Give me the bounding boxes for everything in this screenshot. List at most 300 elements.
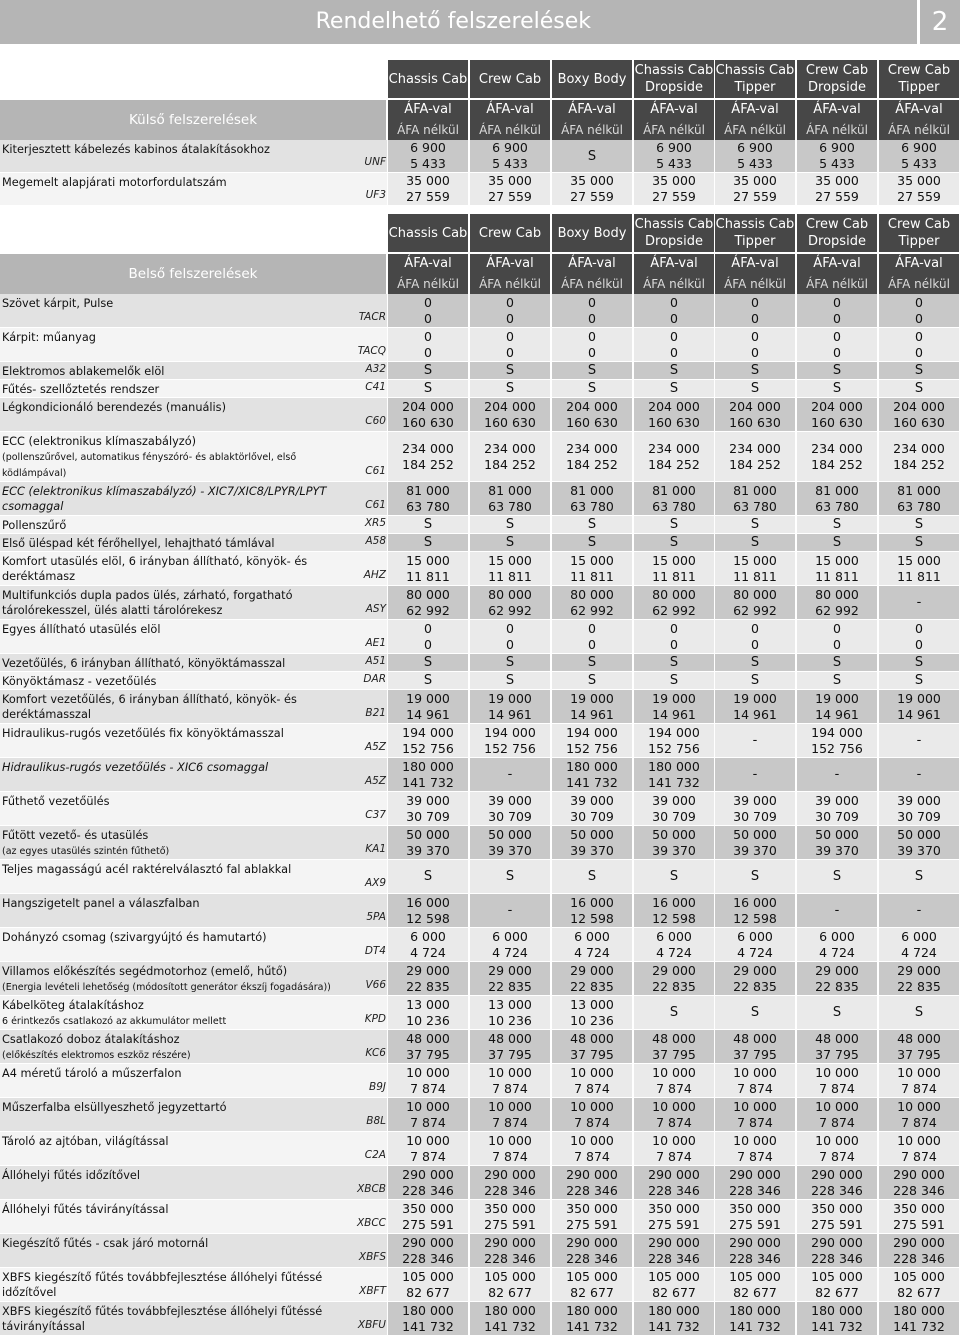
option-code: XBFT [359,1285,386,1297]
price-cell [470,1166,550,1199]
row-label [2,692,342,722]
price-with-vat: 204 000 [811,398,863,414]
interior-row [0,860,960,894]
price-cell [388,482,468,515]
price-cell [797,1030,877,1063]
row-label-text: ECC (elektronikus klímaszabályzó) [2,435,197,448]
price-without-vat: 275 591 [893,1216,945,1232]
price-cell [797,516,877,533]
column-header: Crew Cab [470,60,550,98]
price-cell [715,894,795,927]
price-with-vat: 10 000 [406,1064,450,1080]
row-label [2,484,342,514]
price-without-vat: 0 [670,310,678,326]
price-cell [797,552,877,585]
price-without-vat: 228 346 [402,1250,454,1266]
afa-val-label: ÁFA-val [797,254,877,274]
price-without-vat: 62 992 [815,602,859,618]
standard-mark: S [587,535,597,550]
row-label [2,1270,342,1300]
price-without-vat: 141 732 [893,1318,945,1334]
standard-mark: S [423,673,433,688]
price-with-vat: 0 [751,294,759,310]
price-with-vat: 81 000 [488,482,532,498]
option-code: C2A [364,1149,386,1161]
price-cell [634,328,714,361]
price-cell [388,328,468,361]
row-label [2,1066,342,1081]
price-cell [552,894,632,927]
standard-mark: S [914,869,924,884]
price-cell [715,690,795,723]
price-with-vat: 80 000 [488,586,532,602]
price-with-vat: 194 000 [648,724,700,740]
price-without-vat: 11 811 [897,568,941,584]
price-with-vat: 6 000 [410,928,446,944]
option-code: XBCC [356,1217,386,1229]
price-without-vat: 4 724 [492,944,528,960]
interior-row [0,826,960,860]
price-without-vat: 228 346 [648,1250,700,1266]
price-with-vat: 105 000 [811,1268,863,1284]
price-with-vat: 290 000 [729,1234,781,1250]
price-without-vat: 141 732 [729,1318,781,1334]
standard-mark: S [587,869,597,884]
price-cell [634,294,714,327]
price-cell [552,534,632,551]
row-sublabel: (előkészítés elektromos eszköz részére) [2,1050,191,1061]
price-without-vat: 27 559 [897,189,941,204]
price-without-vat: 63 780 [897,498,941,514]
price-without-vat: 141 732 [484,1318,536,1334]
option-code: UF3 [365,189,386,201]
price-cell [552,962,632,995]
price-with-vat: 0 [915,328,923,344]
price-cell [470,398,550,431]
price-without-vat: 39 370 [815,842,859,858]
price-cell [715,173,795,205]
price-without-vat: 5 433 [737,156,773,171]
price-with-vat: 13 000 [570,996,614,1012]
price-without-vat: 228 346 [402,1182,454,1198]
interior-row [0,586,960,620]
price-cell [715,672,795,689]
price-without-vat: 4 724 [410,944,446,960]
price-cell [470,724,550,757]
price-with-vat: 350 000 [566,1200,618,1216]
price-cell [879,1268,959,1301]
price-with-vat: 39 000 [733,792,777,808]
price-cell [797,792,877,825]
price-cell [388,1030,468,1063]
price-with-vat: 6 000 [574,928,610,944]
price-without-vat: 228 346 [729,1250,781,1266]
price-with-vat: 39 000 [897,792,941,808]
price-cell [470,534,550,551]
price-cell [552,173,632,205]
price-cell [634,173,714,205]
price-cell [634,860,714,893]
page-title: Rendelhető felszerelések [0,0,917,44]
price-with-vat: 6 900 [656,140,692,155]
price-cell [797,826,877,859]
price-without-vat: 184 252 [811,456,863,472]
row-label [2,382,342,397]
price-cell [879,724,959,757]
standard-mark: S [832,517,842,532]
option-code: AE1 [365,637,386,649]
price-without-vat: 228 346 [893,1250,945,1266]
price-without-vat: 11 811 [406,568,450,584]
row-label [2,622,342,637]
option-code: A51 [365,655,386,667]
price-with-vat: 0 [751,620,759,636]
price-cell [797,380,877,397]
price-without-vat: 228 346 [893,1182,945,1198]
price-without-vat: 11 811 [733,568,777,584]
price-cell [634,672,714,689]
price-with-vat: 48 000 [652,1030,696,1046]
price-cell [715,962,795,995]
row-label [2,400,342,415]
price-cell [634,826,714,859]
price-without-vat: 10 236 [488,1012,532,1028]
price-without-vat: 275 591 [811,1216,863,1232]
price-with-vat: 105 000 [484,1268,536,1284]
price-with-vat: 10 000 [897,1064,941,1080]
price-with-vat: 19 000 [897,690,941,706]
price-with-vat: 0 [915,294,923,310]
price-without-vat: 184 252 [402,456,454,472]
price-cell [634,1302,714,1335]
price-cell [879,380,959,397]
interior-row [0,516,960,534]
price-with-vat: 350 000 [893,1200,945,1216]
price-without-vat: 82 677 [488,1284,532,1300]
price-cell [470,996,550,1029]
price-cell [470,758,550,791]
price-cell [715,1064,795,1097]
price-without-vat: 184 252 [893,456,945,472]
price-with-vat: 10 000 [488,1132,532,1148]
price-without-vat: 4 724 [737,944,773,960]
row-label-text: Vezetőülés, 6 irányban állítható, könyöktámasszal [2,657,286,670]
price-cell [879,1200,959,1233]
price-without-vat: 37 795 [652,1046,696,1062]
price-with-vat: 10 000 [815,1132,859,1148]
price-cell [470,860,550,893]
price-cell [634,792,714,825]
price-with-vat: 39 000 [406,792,450,808]
price-cell [388,140,468,172]
price-cell [879,586,959,619]
row-label [2,142,342,157]
price-cell [634,432,714,481]
price-cell [552,758,632,791]
price-without-vat: 0 [915,344,923,360]
price-cell [634,620,714,653]
price-with-vat: 81 000 [652,482,696,498]
standard-mark: S [914,363,924,378]
price-without-vat: 82 677 [897,1284,941,1300]
price-without-vat: 141 732 [648,1318,700,1334]
interior-row [0,1166,960,1200]
price-without-vat: 5 433 [492,156,528,171]
interior-row [0,534,960,552]
price-without-vat: 22 835 [488,978,532,994]
price-with-vat: 194 000 [484,724,536,740]
price-cell [797,1268,877,1301]
price-without-vat: 7 874 [492,1114,528,1130]
price-without-vat: 14 961 [406,706,450,722]
price-cell [470,894,550,927]
price-cell [552,826,632,859]
row-label [2,930,342,945]
price-cell [634,140,714,172]
price-without-vat: 82 677 [815,1284,859,1300]
option-code: C61 [365,499,386,511]
price-with-vat: 290 000 [484,1234,536,1250]
price-cell [552,928,632,961]
price-cell [552,294,632,327]
price-without-vat: 12 598 [570,910,614,926]
price-with-vat: 290 000 [648,1166,700,1182]
price-cell [879,758,959,791]
price-without-vat: 22 835 [406,978,450,994]
price-cell [879,672,959,689]
price-with-vat: 290 000 [402,1234,454,1250]
afa-nelkul-label: ÁFA nélkül [634,120,714,140]
row-label-text: Villamos előkészítés segédmotorhoz (emelő, hűtő) [2,965,288,978]
price-without-vat: 7 874 [574,1114,610,1130]
afa-val-label: ÁFA-val [879,254,959,274]
price-with-vat: 0 [424,328,432,344]
price-without-vat: 152 756 [566,740,618,756]
price-cell [879,620,959,653]
price-cell [470,1030,550,1063]
price-with-vat: 350 000 [484,1200,536,1216]
price-cell [634,1098,714,1131]
price-cell [470,586,550,619]
price-without-vat: 228 346 [811,1182,863,1198]
price-cell [715,398,795,431]
price-with-vat: 81 000 [406,482,450,498]
price-with-vat: 234 000 [648,440,700,456]
price-with-vat: 48 000 [815,1030,859,1046]
price-with-vat: 180 000 [893,1302,945,1318]
price-with-vat: 10 000 [570,1132,614,1148]
price-without-vat: 7 874 [410,1080,446,1096]
price-without-vat: 7 874 [819,1114,855,1130]
standard-mark: S [423,869,433,884]
price-with-vat: 80 000 [570,586,614,602]
row-label [2,434,342,481]
option-code: 5PA [366,911,386,923]
price-with-vat: 204 000 [893,398,945,414]
price-without-vat: 160 630 [729,414,781,430]
price-with-vat: 204 000 [729,398,781,414]
option-code: C37 [365,809,386,821]
standard-mark: S [750,381,760,396]
price-with-vat: 180 000 [402,758,454,774]
price-without-vat: 0 [424,344,432,360]
price-with-vat: 39 000 [570,792,614,808]
column-header: Chassis Cab Tipper [715,60,795,98]
price-without-vat: 82 677 [406,1284,450,1300]
price-with-vat: 15 000 [652,552,696,568]
price-without-vat: 152 756 [402,740,454,756]
price-with-vat: 10 000 [488,1064,532,1080]
price-with-vat: 48 000 [406,1030,450,1046]
not-available-mark: - [752,767,758,782]
exterior-row [0,173,960,206]
row-label-text: XBFS kiegészítő fűtés továbbfejlesztése állóhelyi fűtéssé időzítővel [2,1271,323,1299]
price-with-vat: 10 000 [570,1098,614,1114]
price-cell [470,928,550,961]
column-header: Crew Cab Dropside [797,214,877,252]
price-with-vat: 290 000 [566,1234,618,1250]
standard-mark: S [669,535,679,550]
price-without-vat: 5 433 [656,156,692,171]
price-without-vat: 184 252 [484,456,536,472]
price-cell [879,860,959,893]
price-without-vat: 30 709 [570,808,614,824]
price-cell [879,962,959,995]
price-with-vat: 19 000 [815,690,859,706]
price-cell [879,1234,959,1267]
column-header: Chassis Cab [388,60,468,98]
price-with-vat: 180 000 [648,1302,700,1318]
price-with-vat: 19 000 [652,690,696,706]
price-cell [715,482,795,515]
price-without-vat: 22 835 [652,978,696,994]
row-label-text: Műszerfalba elsüllyeszhető jegyzettartó [2,1101,227,1114]
not-available-mark: - [916,733,922,748]
row-label [2,998,342,1029]
price-cell [634,996,714,1029]
price-without-vat: 12 598 [733,910,777,926]
price-cell [470,552,550,585]
row-label-text: Megemelt alapjárati motorfordulatszám [2,176,227,189]
price-cell [388,516,468,533]
price-without-vat: 160 630 [484,414,536,430]
price-with-vat: 35 000 [570,173,614,188]
price-with-vat: 10 000 [652,1064,696,1080]
row-sublabel: (Energia levételi lehetőség (módosított generátor ékszíj fogadására)) [2,982,331,993]
price-without-vat: 7 874 [901,1080,937,1096]
price-cell [388,1200,468,1233]
column-header: Boxy Body [552,60,632,98]
price-without-vat: 7 874 [656,1114,692,1130]
price-with-vat: 105 000 [402,1268,454,1284]
option-code: AX9 [364,877,386,889]
price-with-vat: 290 000 [648,1234,700,1250]
price-cell [388,1234,468,1267]
price-with-vat: 0 [915,620,923,636]
price-with-vat: 29 000 [488,962,532,978]
price-without-vat: 0 [751,636,759,652]
price-with-vat: 10 000 [733,1064,777,1080]
price-with-vat: 180 000 [402,1302,454,1318]
afa-nelkul-label: ÁFA nélkül [797,120,877,140]
row-sublabel: (pollenszűrővel, automatikus fényszóró- és ablaktörlővel, első ködlámpával) [2,452,297,479]
price-with-vat: 6 000 [656,928,692,944]
standard-mark: S [423,363,433,378]
price-with-vat: 29 000 [570,962,614,978]
price-without-vat: 228 346 [484,1182,536,1198]
price-without-vat: 141 732 [402,1318,454,1334]
row-label [2,1100,342,1115]
price-with-vat: 234 000 [811,440,863,456]
interior-row [0,362,960,380]
price-with-vat: 50 000 [652,826,696,842]
price-without-vat: 7 874 [574,1148,610,1164]
price-without-vat: 7 874 [819,1080,855,1096]
price-without-vat: 228 346 [566,1250,618,1266]
option-code: XBFS [358,1251,386,1263]
price-without-vat: 7 874 [737,1080,773,1096]
price-cell [715,996,795,1029]
price-cell [634,894,714,927]
price-cell [470,482,550,515]
row-sublabel: (az egyes utasülés szintén fűthető) [2,846,170,857]
interior-row [0,1098,960,1132]
price-with-vat: 0 [588,294,596,310]
price-cell [797,140,877,172]
price-cell [879,534,959,551]
interior-row [0,1302,960,1336]
price-with-vat: 19 000 [406,690,450,706]
price-without-vat: 63 780 [733,498,777,514]
price-with-vat: 0 [833,620,841,636]
standard-mark: S [423,655,433,670]
price-cell [388,362,468,379]
price-without-vat: 0 [588,310,596,326]
price-cell [879,1132,959,1165]
price-with-vat: 194 000 [811,724,863,740]
price-cell [552,398,632,431]
price-without-vat: 5 433 [901,156,937,171]
interior-row [0,294,960,328]
title-bar [0,0,960,44]
price-with-vat: 194 000 [566,724,618,740]
price-cell [552,1132,632,1165]
price-cell [470,1268,550,1301]
option-code: UNF [364,156,386,168]
price-without-vat: 27 559 [570,189,614,204]
price-without-vat: 7 874 [574,1080,610,1096]
price-with-vat: 6 900 [410,140,446,155]
price-cell [388,928,468,961]
price-with-vat: 290 000 [566,1166,618,1182]
row-label-text: Fűtött vezető- és utasülés [2,829,149,842]
price-with-vat: 15 000 [488,552,532,568]
price-without-vat: 37 795 [897,1046,941,1062]
price-without-vat: 0 [670,344,678,360]
interior-row [0,1268,960,1302]
price-without-vat: 14 961 [815,706,859,722]
option-code: A5Z [364,775,386,787]
price-cell [879,432,959,481]
interior-row [0,552,960,586]
price-with-vat: 180 000 [648,758,700,774]
price-with-vat: 204 000 [648,398,700,414]
price-cell [715,860,795,893]
price-without-vat: 141 732 [648,774,700,790]
price-cell [797,362,877,379]
standard-mark: S [423,517,433,532]
interior-row [0,758,960,792]
